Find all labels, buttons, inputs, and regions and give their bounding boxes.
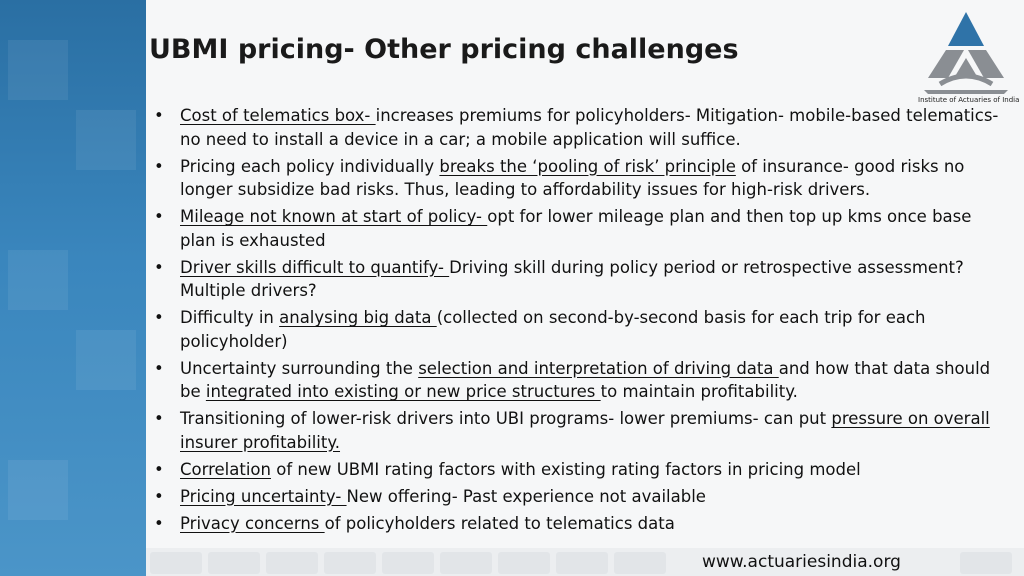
underlined-text: breaks the ‘pooling of risk’ principle: [439, 156, 736, 176]
underlined-text: Cost of telematics box-: [180, 106, 376, 125]
bullet-text: Pricing each policy individually: [180, 156, 440, 176]
bullet-glyph: •: [154, 106, 164, 125]
bullet-item: [150, 357, 1008, 404]
bullet-glyph: •: [154, 207, 164, 226]
footer-website: www.actuariesindia.org: [702, 552, 901, 572]
bullet-text: opt for lower mileage plan and then top up kms once base plan is exhausted: [180, 207, 972, 250]
bullet-text: of policyholders related to telematics data: [324, 513, 675, 533]
bullet-list: [150, 104, 1008, 539]
side-decorative-panel: [0, 0, 146, 576]
bullet-text: Driving skill during policy period or retrospective assessment? Multiple drivers?: [180, 257, 964, 300]
bullet-item: [150, 205, 1008, 252]
bullet-glyph: •: [154, 513, 164, 533]
bullet-text: Transitioning of lower-risk drivers into UBI programs- lower premiums- can put: [180, 409, 832, 428]
underlined-text: analysing big data: [279, 308, 437, 327]
actuaries-triangle-icon: [918, 8, 1014, 98]
underlined-text: selection and interpretation of driving data: [418, 358, 779, 378]
bullet-text: (collected on second-by-second basis for each trip for each policyholder): [180, 308, 926, 351]
underlined-text: pressure on overall insurer profitability.: [180, 409, 990, 452]
bullet-glyph: •: [154, 358, 164, 378]
bullet-text: and how that data should be: [180, 358, 991, 401]
bullet-item: [150, 407, 1008, 454]
bullet-item: [150, 155, 1008, 202]
bullet-glyph: •: [154, 459, 164, 479]
underlined-text: Driver skills difficult to quantify-: [180, 257, 450, 277]
bullet-item: [150, 485, 1008, 509]
bullet-text: Difficulty in: [180, 308, 280, 327]
bullet-item: [150, 458, 1008, 482]
bullet-text: New offering- Past experience not available: [346, 486, 706, 506]
bullet-glyph: •: [154, 409, 164, 428]
bullet-item: [150, 104, 1008, 151]
underlined-text: Correlation: [180, 459, 271, 479]
bullet-item: [150, 306, 1008, 353]
bullet-text: increases premiums for policyholders- Mitigation- mobile-based telematics- no need to install a device in a car; a mobile application will suffice.: [180, 106, 999, 149]
underlined-text: Privacy concerns: [180, 513, 325, 533]
bullet-glyph: •: [154, 156, 164, 176]
bullet-text: to maintain profitability.: [600, 382, 798, 401]
underlined-text: integrated into existing or new price structures: [205, 382, 601, 401]
slide-title: UBMI pricing- Other pricing challenges: [149, 34, 739, 65]
institute-logo: [918, 8, 1020, 108]
bullet-glyph: •: [154, 486, 164, 506]
bullet-glyph: •: [154, 257, 164, 277]
underlined-text: Mileage not known at start of policy-: [180, 207, 488, 226]
bullet-item: [150, 512, 1008, 536]
bullet-text: of insurance- good risks no longer subsidize bad risks. Thus, leading to affordability issues for high-risk drivers.: [180, 156, 965, 199]
bullet-glyph: •: [154, 308, 164, 327]
bullet-text: Uncertainty surrounding the: [180, 358, 419, 378]
bullet-text: of new UBMI rating factors with existing rating factors in pricing model: [270, 459, 861, 479]
underlined-text: Pricing uncertainty-: [180, 486, 347, 506]
logo-caption: Institute of Actuaries of India: [918, 96, 1020, 104]
bullet-item: [150, 256, 1008, 303]
